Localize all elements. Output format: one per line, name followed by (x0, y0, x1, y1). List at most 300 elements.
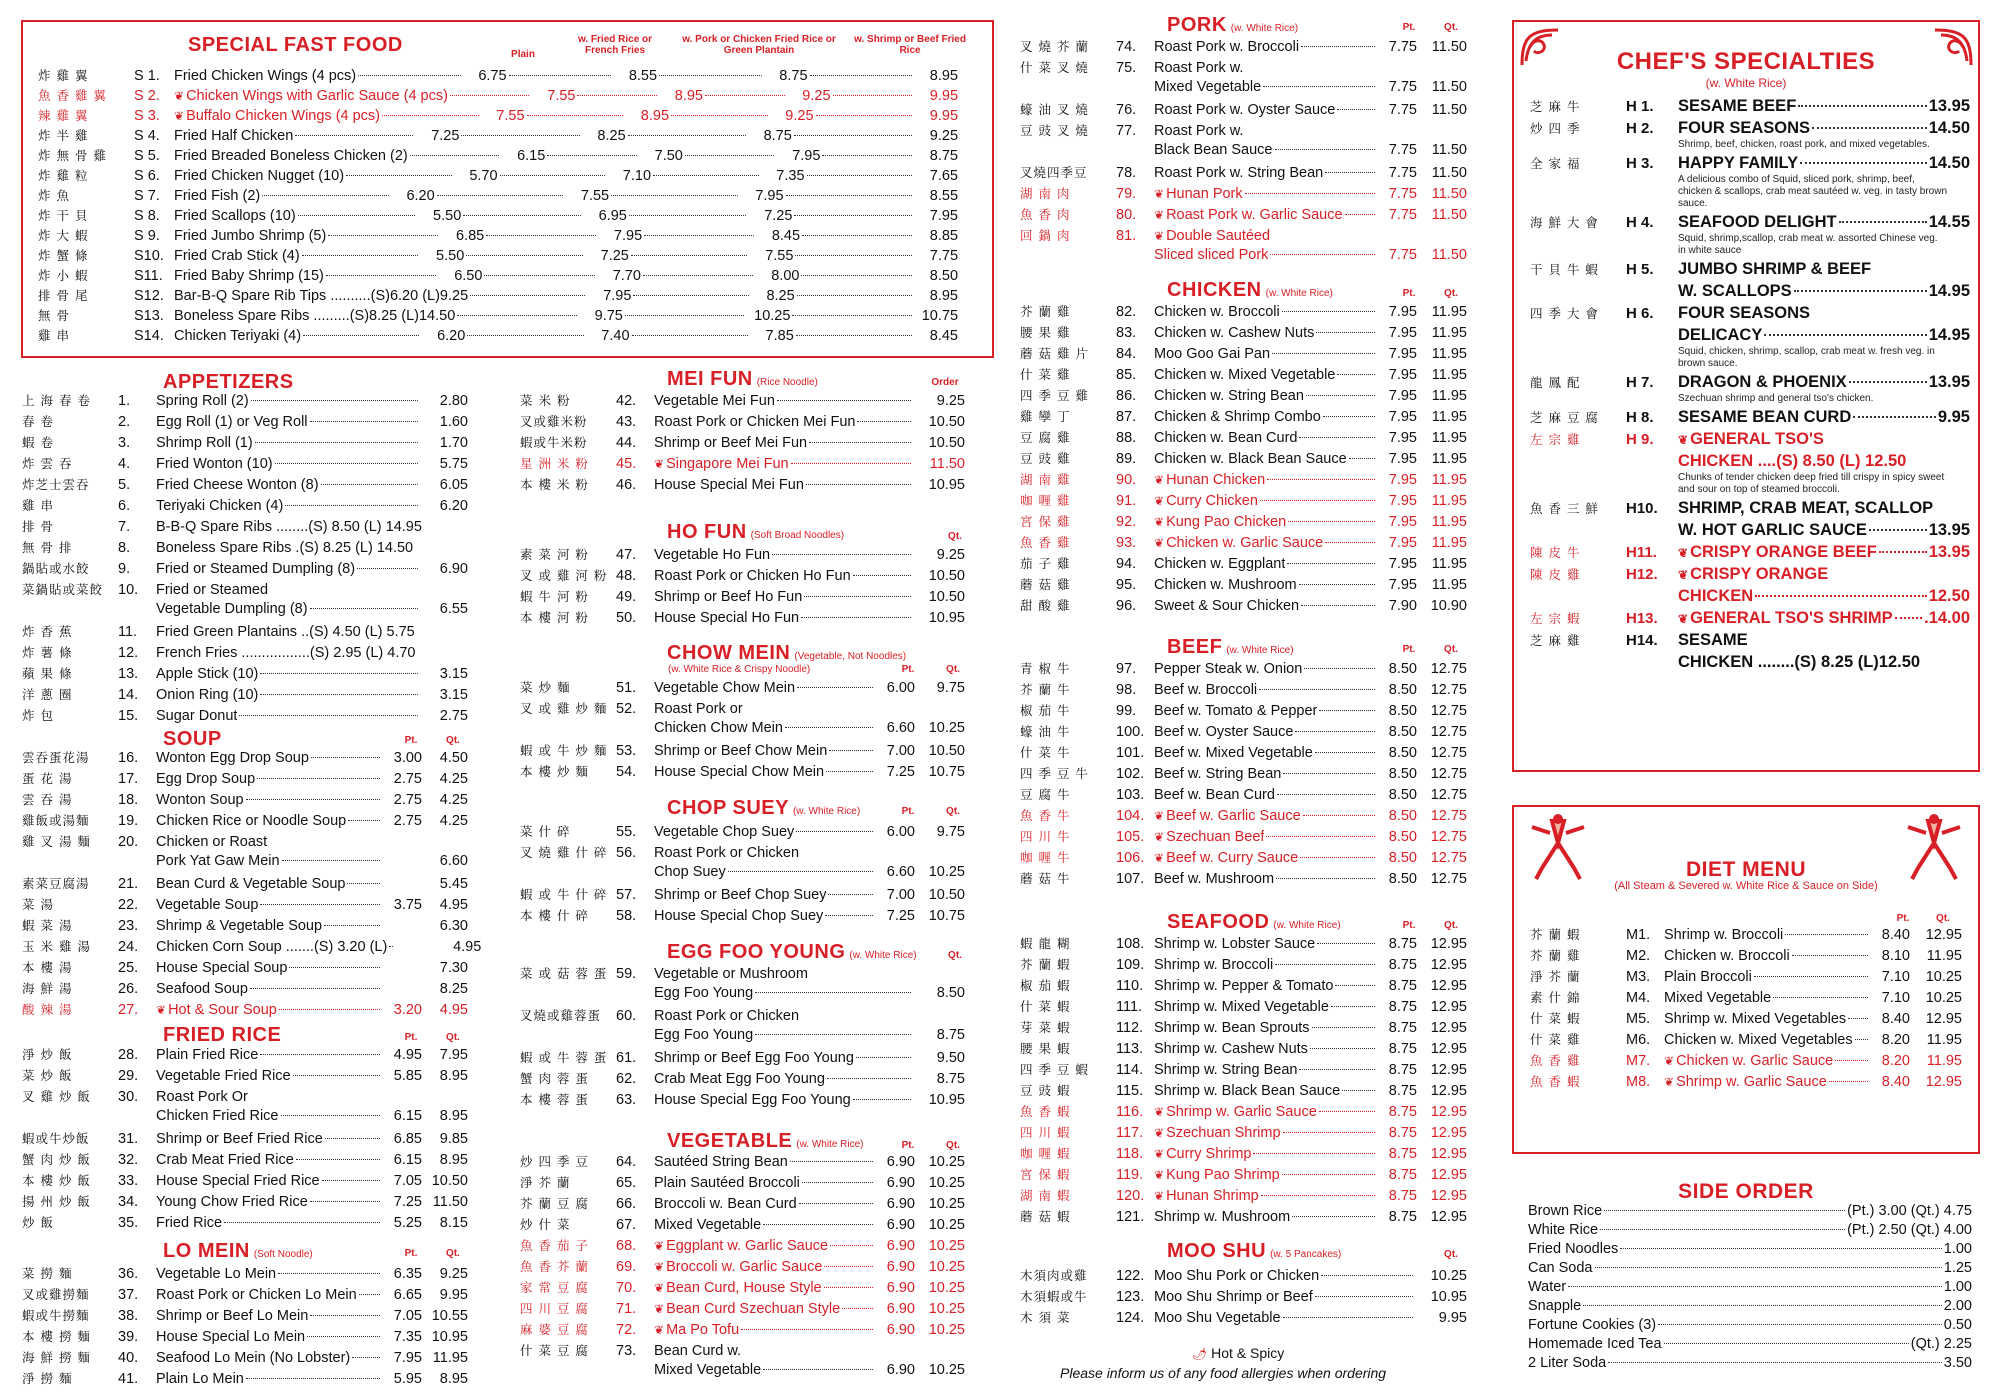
leader-dots (1263, 86, 1375, 87)
item-name: Water (1528, 1279, 1567, 1295)
item-name: Hunan Shrimp (1166, 1188, 1259, 1204)
item-chinese-name: 什 菜 豆 腐 (520, 1343, 589, 1358)
item-number: 52. (616, 701, 637, 717)
menu-item-row (520, 1362, 965, 1383)
leader-dots (611, 195, 737, 196)
chop-suey-col-pt: Pt. (901, 806, 915, 817)
side-item-row (1528, 1298, 1972, 1317)
item-price: 10.75 (921, 308, 959, 324)
item-name: Roast Pork or (654, 701, 743, 717)
item-name: Fried Green Plantains ..(S) 4.50 (L) 5.75 (156, 624, 415, 640)
item-name: HAPPY FAMILY (1678, 154, 1799, 172)
item-price-price: 8.75 (936, 1071, 965, 1087)
item-name: Kung Pao Shrimp (1166, 1167, 1280, 1183)
item-chinese-name: 蝦 牛 河 粉 (520, 589, 589, 604)
item-name: Chicken w. Mushroom (1154, 577, 1297, 593)
item-price-pt: 7.05 (393, 1173, 422, 1189)
item-name: SESAME BEAN CURD (1678, 408, 1852, 426)
item-chinese-name: 四 川 蝦 (1020, 1125, 1071, 1140)
item-number: 111. (1116, 999, 1143, 1015)
item-chinese-name: 本 樓 撈 麵 (22, 1329, 91, 1344)
item-price-qt: 11.50 (1431, 165, 1467, 181)
item-chinese-name: 炒 飯 (22, 1215, 54, 1230)
menu-item-row (1020, 1039, 1467, 1060)
item-number: S 4. (134, 128, 160, 144)
item-price-pt: 6.90 (886, 1362, 915, 1378)
chow-mein-title-text: CHOW MEIN (667, 642, 791, 664)
item-name: Fried or Steamed Dumpling (8) (156, 561, 356, 577)
menu-item-row (520, 843, 965, 864)
item-price-price: 10.95 (928, 477, 965, 493)
chef-item-row (1530, 326, 1970, 348)
item-name: Vegetable Chow Mein (654, 680, 796, 696)
item-number: 73. (616, 1343, 637, 1359)
item-chinese-name: 雞 叉 湯 麵 (22, 834, 91, 849)
item-name: Shrimp w. Pepper & Tomato (1154, 978, 1334, 994)
menu-item-row (1020, 491, 1467, 512)
leader-dots (1315, 752, 1375, 753)
lo-mein-list (22, 1264, 468, 1390)
item-price-qt: 8.95 (439, 1108, 468, 1124)
menu-item-row (520, 1236, 965, 1257)
leader-dots (389, 946, 393, 947)
item-name: Roast Pork or Chicken Ho Fun (654, 568, 851, 584)
item-number: 68. (616, 1238, 637, 1254)
chef-item-row (1530, 373, 1970, 395)
item-price-qt: 11.50 (1431, 79, 1467, 95)
leader-dots (825, 915, 873, 916)
leader-dots (1282, 311, 1375, 312)
item-price-pt: 7.35 (393, 1329, 422, 1345)
item-price-qt: 12.95 (1430, 1062, 1467, 1078)
item-name: Spring Roll (2) (156, 393, 249, 409)
chef-item-row (1530, 521, 1970, 543)
item-number: 90. (1116, 472, 1137, 488)
menu-item-row (1020, 37, 1467, 58)
item-price-pt: 8.40 (1881, 927, 1910, 943)
side-item-row (1528, 1203, 1972, 1222)
chef-item-row (1530, 282, 1970, 304)
moo-shu-note: (w. 5 Pancakes) (1270, 1249, 1342, 1260)
item-name: Chicken w. Broccoli (1664, 948, 1790, 964)
item-chinese-name: 豆 豉 雞 (1020, 451, 1071, 466)
menu-item-row (1020, 1186, 1467, 1207)
item-chinese-name: 豆 腐 牛 (1020, 787, 1071, 802)
item-price: 7.95 (613, 228, 643, 244)
chicken-title (1167, 279, 1333, 302)
leader-dots (250, 988, 380, 989)
item-number: S 1. (134, 68, 160, 84)
item-price: 3.50 (1943, 1355, 1972, 1371)
item-price-qt: 12.75 (1430, 703, 1467, 719)
leader-dots (785, 727, 873, 728)
seafood-title-text: SEAFOOD (1167, 911, 1270, 933)
item-price: 14.95 (1928, 282, 1970, 300)
item-price: 8.25 (766, 288, 795, 304)
item-price-pt: 8.50 (1388, 661, 1417, 677)
item-price: (Pt.) 2.50 (Qt.) 4.00 (1847, 1222, 1972, 1238)
leader-dots (1270, 254, 1375, 255)
item-price-pt: 2.75 (393, 792, 422, 808)
seafood-note: (w. White Rice) (1273, 920, 1341, 931)
menu-item-row (22, 748, 468, 769)
item-number: 109. (1116, 957, 1145, 973)
item-number: 92. (1116, 514, 1137, 530)
item-number: 99. (1116, 703, 1137, 719)
item-description: A delicious combo of Squid, sliced pork, shrimp, beef, chicken & scallops, crab meat sautéed w. veg. in tasty brown sauce. (1678, 174, 1948, 209)
item-chinese-name: 咖 喱 雞 (1020, 493, 1071, 508)
item-number: 95. (1116, 577, 1137, 593)
menu-item-row (1020, 1144, 1467, 1165)
item-price-qt: 6.60 (439, 853, 468, 869)
menu-item-row (22, 853, 468, 874)
chef-list (1530, 97, 1970, 675)
leader-dots (260, 694, 418, 695)
item-price-pt: 3.75 (393, 897, 422, 913)
item-price-qt: 9.25 (439, 1266, 468, 1282)
chop-suey-title (667, 797, 860, 820)
item-name: Snapple (1528, 1298, 1582, 1314)
chef-item-row (1530, 609, 1970, 631)
item-price-pt: 6.90 (886, 1217, 915, 1233)
pepper-icon: 🌶︎ (1192, 1347, 1208, 1361)
leader-dots (786, 195, 912, 196)
item-price-pt: 8.50 (1388, 808, 1417, 824)
item-price-pt: 7.75 (1388, 79, 1417, 95)
item-price: 7.55 (765, 248, 794, 264)
menu-item-row (22, 622, 468, 643)
menu-item-row (520, 1173, 965, 1194)
item-number: 1. (118, 393, 131, 409)
item-price-pt: 6.15 (393, 1108, 422, 1124)
menu-item-row (520, 454, 965, 475)
item-name: Fried Scallops (10) (174, 208, 296, 224)
leader-dots (792, 315, 912, 316)
item-number: 89. (1116, 451, 1137, 467)
leader-dots (346, 175, 451, 176)
item-price-pt: 6.00 (886, 824, 915, 840)
item-price-qt: 12.95 (1925, 1074, 1962, 1090)
item-chinese-name: 洋 蔥 圈 (22, 687, 73, 702)
leader-dots (828, 894, 873, 895)
item-number: 23. (118, 918, 139, 934)
item-name: White Rice (1528, 1222, 1599, 1238)
item-price-qt: 12.95 (1430, 1104, 1467, 1120)
item-chinese-name: 蝦 龍 糊 (1020, 936, 1071, 951)
item-description: Shrimp, beef, chicken, roast pork, and mixed vegetables. (1678, 139, 1930, 150)
item-chinese-name: 酸 辣 湯 (22, 1002, 73, 1017)
leader-dots (857, 421, 911, 422)
item-price: 6.20 (406, 188, 435, 204)
leader-dots (1287, 563, 1375, 564)
item-chinese-name: 咖 喱 蝦 (1020, 1146, 1071, 1161)
menu-item-row (22, 1087, 468, 1108)
item-name: Beef w. String Bean (1154, 766, 1282, 782)
item-price-pt: 8.75 (1388, 936, 1417, 952)
item-price: 6.75 (478, 68, 507, 84)
item-price: 8.45 (771, 228, 801, 244)
item-name: Shrimp w. Mixed Vegetable (1154, 999, 1329, 1015)
item-price-qt: 10.95 (431, 1329, 468, 1345)
item-price-qt: 10.55 (431, 1308, 468, 1324)
item-price: 14.50 (1928, 154, 1970, 172)
item-price-pt: 7.25 (886, 764, 915, 780)
item-number: S 3. (134, 108, 160, 124)
hot-spicy-legend (1192, 1345, 1284, 1361)
chop-suey-title-text: CHOP SUEY (667, 797, 789, 819)
leader-dots (824, 1287, 873, 1288)
item-number: M5. (1626, 1011, 1651, 1027)
leader-dots (1299, 437, 1375, 438)
menu-item-row (22, 1306, 468, 1327)
leader-dots (802, 1182, 873, 1183)
chop-suey-note: (w. White Rice) (792, 806, 861, 817)
item-chinese-name: 無 骨 排 (22, 540, 73, 555)
item-chinese-name: 椒 茄 牛 (1020, 703, 1071, 718)
menu-item-row (520, 1152, 965, 1173)
leader-dots (1283, 1132, 1375, 1133)
chicken-col-qt: Qt. (1444, 288, 1458, 299)
leader-dots (1755, 595, 1927, 597)
leader-dots (326, 275, 437, 276)
item-number: M6. (1626, 1032, 1651, 1048)
item-price-qt: 11.50 (1431, 207, 1467, 223)
pepper-icon: ❦ (1154, 851, 1165, 865)
item-number: 116. (1116, 1104, 1144, 1120)
leader-dots (1310, 1048, 1375, 1049)
item-number: H 6. (1626, 305, 1654, 322)
leader-dots (1620, 1248, 1942, 1249)
item-name: Chicken w. Black Bean Sauce (1154, 451, 1347, 467)
menu-item-row (1020, 428, 1467, 449)
item-name: Curry Shrimp (1166, 1146, 1252, 1162)
item-name: Double Sautéed (1166, 228, 1271, 244)
leader-dots (348, 820, 380, 821)
item-name: Shrimp Roll (1) (156, 435, 253, 451)
item-number: M8. (1626, 1074, 1651, 1090)
menu-item-row (22, 517, 468, 538)
item-chinese-name: 菜 米 粉 (520, 393, 571, 408)
chow-mein-note: (Vegetable, Not Noodles) (794, 651, 907, 662)
item-number: 83. (1116, 325, 1137, 341)
beef-title (1167, 636, 1294, 659)
item-price-qt: 8.95 (439, 1068, 468, 1084)
chicken-note: (w. White Rice) (1265, 288, 1333, 299)
item-price-price: 6.20 (439, 498, 468, 514)
item-number: 17. (118, 771, 139, 787)
egg-foo-young-title (667, 941, 917, 964)
menu-item-row (1020, 407, 1467, 428)
item-number: H 9. (1626, 431, 1654, 448)
item-number: 55. (616, 824, 637, 840)
item-number: 103. (1116, 787, 1145, 803)
item-name: Mixed Vegetable (1664, 990, 1772, 1006)
item-number: 27. (118, 1002, 139, 1018)
item-chinese-name: 蘑 菇 雞 (1020, 577, 1071, 592)
side-item-row (1528, 1279, 1972, 1298)
leader-dots (1849, 381, 1927, 383)
item-chinese-name: 芥 蘭 牛 (1020, 682, 1071, 697)
menu-item-row (520, 1278, 965, 1299)
item-price-pt: 7.75 (1388, 247, 1417, 263)
item-price-pt: 8.75 (1388, 1188, 1417, 1204)
item-number: H11. (1626, 544, 1657, 561)
vegetable-col-qt: Qt. (946, 1140, 960, 1151)
leader-dots (463, 215, 581, 216)
item-number: 36. (118, 1266, 139, 1282)
item-chinese-name: 芥 蘭 蝦 (1530, 927, 1581, 942)
item-price-qt: 11.95 (1431, 472, 1467, 488)
leader-dots (685, 155, 775, 156)
fast-food-header-pork: w. Pork or Chicken Fried Rice or Green Plantain (682, 34, 836, 56)
item-number: 108. (1116, 936, 1145, 952)
leader-dots (311, 757, 380, 758)
item-price: 9.25 (785, 108, 814, 124)
item-price-qt: 10.25 (928, 1154, 965, 1170)
item-chinese-name: 四 季 大 會 (1530, 306, 1599, 321)
leader-dots (797, 295, 912, 296)
item-price-pt: 7.95 (1388, 388, 1417, 404)
leader-dots (829, 750, 873, 751)
item-price-qt: 12.75 (1430, 829, 1467, 845)
leader-dots (325, 1138, 380, 1139)
pepper-icon: ❦ (1154, 229, 1165, 243)
leader-dots (1658, 1324, 1942, 1325)
leader-dots (671, 115, 768, 116)
item-name: Crab Meat Egg Foo Young (654, 1071, 825, 1087)
item-chinese-name: 素菜豆腐湯 (22, 876, 90, 891)
item-name: Chicken Wings with Garlic Sauce (4 pcs) (186, 88, 448, 104)
item-number: S12. (134, 288, 164, 304)
item-number: 19. (118, 813, 139, 829)
item-price: 1.00 (1943, 1241, 1972, 1257)
item-price: 9.75 (594, 308, 623, 324)
leader-dots (285, 505, 418, 506)
item-chinese-name: 什 菜 蝦 (1530, 1011, 1581, 1026)
item-name: Fried Chicken Nugget (10) (174, 168, 345, 184)
item-number: 121. (1116, 1209, 1145, 1225)
item-chinese-name: 炸 雞 翼 (38, 68, 89, 83)
item-number: 38. (118, 1308, 139, 1324)
item-price-pt: 7.95 (1388, 346, 1417, 362)
pepper-icon: ❦ (1678, 433, 1689, 447)
menu-item-row (22, 391, 468, 412)
item-number: S 2. (134, 88, 160, 104)
item-price-pt: 7.95 (1388, 430, 1417, 446)
item-name: Curry Chicken (1166, 493, 1258, 509)
item-chinese-name: 湖 南 肉 (1020, 186, 1071, 201)
leader-dots (1773, 997, 1868, 998)
item-name: Shrimp w. Garlic Sauce (1166, 1104, 1317, 1120)
pepper-icon: ❦ (1154, 809, 1165, 823)
item-price-qt: 8.95 (439, 1371, 468, 1387)
item-chinese-name: 淨 撈 麵 (22, 1371, 73, 1386)
item-price-pt: 4.95 (393, 1047, 422, 1063)
pepper-icon: ❦ (1664, 1054, 1675, 1068)
pepper-icon: ❦ (1154, 830, 1165, 844)
menu-item-row (22, 1264, 468, 1285)
chef-item-row (1530, 213, 1970, 235)
item-chinese-name: 木須蝦或牛 (1020, 1289, 1088, 1304)
menu-item-row (520, 391, 965, 412)
item-name: Chicken w. Garlic Sauce (1676, 1053, 1834, 1069)
item-price: 9.95 (1937, 408, 1970, 426)
item-price: 8.55 (628, 68, 658, 84)
item-name: Chop Suey (654, 864, 726, 880)
item-name: Chicken w. String Bean (1154, 388, 1304, 404)
item-number: 13. (118, 666, 139, 682)
item-price-qt: 11.95 (1431, 556, 1467, 572)
item-chinese-name: 蝦 卷 (22, 435, 54, 450)
seafood-title (1167, 911, 1341, 934)
leader-dots (347, 883, 380, 884)
item-name: Sliced sliced Pork (1154, 247, 1269, 263)
item-number: 72. (616, 1322, 637, 1338)
menu-item-row (22, 1066, 468, 1087)
leader-dots (632, 335, 748, 336)
item-price-qt: 4.95 (439, 1002, 468, 1018)
menu-item-row (520, 1257, 965, 1278)
leader-dots (830, 1245, 873, 1246)
item-number: 94. (1116, 556, 1137, 572)
item-number: 101. (1116, 745, 1145, 761)
pepper-icon: ❦ (1678, 546, 1689, 560)
moo-shu-col: Qt. (1444, 1249, 1458, 1260)
item-name: Shrimp w. Black Bean Sauce (1154, 1083, 1341, 1099)
pork-list (1020, 37, 1467, 268)
item-name: CRISPY ORANGE BEEF (1690, 543, 1877, 561)
item-number: S13. (134, 308, 164, 324)
side-list (1528, 1203, 1972, 1374)
item-price: 6.85 (455, 228, 485, 244)
item-chinese-name: 本 樓 米 粉 (520, 477, 589, 492)
item-price-price: 5.75 (439, 456, 468, 472)
mei-fun-note: (Rice Noodle) (756, 377, 818, 388)
item-chinese-name: 春 卷 (22, 414, 54, 429)
chicken-col-pt: Pt. (1402, 288, 1416, 299)
fast-food-row (38, 86, 958, 106)
leader-dots (796, 831, 873, 832)
menu-item-row (520, 1299, 965, 1320)
menu-item-row (1020, 1018, 1467, 1039)
leader-dots (1292, 1216, 1375, 1217)
leader-dots (1317, 943, 1375, 944)
item-chinese-name: 蘑 菇 牛 (1020, 871, 1071, 886)
item-number: 34. (118, 1194, 139, 1210)
leader-dots (1879, 551, 1927, 553)
menu-item-row (1020, 58, 1467, 79)
item-price-qt: 12.75 (1430, 724, 1467, 740)
item-number: 86. (1116, 388, 1137, 404)
item-number: H10. (1626, 500, 1658, 517)
item-chinese-name: 咖 喱 牛 (1020, 850, 1071, 865)
chef-item-row (1530, 499, 1970, 521)
item-name: JUMBO SHRIMP & BEEF (1678, 260, 1872, 278)
item-number: 35. (118, 1215, 139, 1231)
item-price-qt: 10.25 (928, 864, 965, 880)
item-chinese-name: 海 鮮 撈 麵 (22, 1350, 91, 1365)
item-number: 115. (1116, 1083, 1144, 1099)
pepper-icon: ❦ (654, 1302, 665, 1316)
item-chinese-name: 玉 米 雞 湯 (22, 939, 91, 954)
item-price-pt: 8.75 (1388, 1125, 1417, 1141)
item-price-price: 2.80 (439, 393, 468, 409)
leader-dots (262, 195, 388, 196)
item-chinese-name: 麻 婆 豆 腐 (520, 1322, 589, 1337)
menu-item-row (1530, 1009, 1962, 1030)
item-number: 33. (118, 1173, 139, 1189)
chef-sub: (w. White Rice) (1705, 76, 1787, 90)
